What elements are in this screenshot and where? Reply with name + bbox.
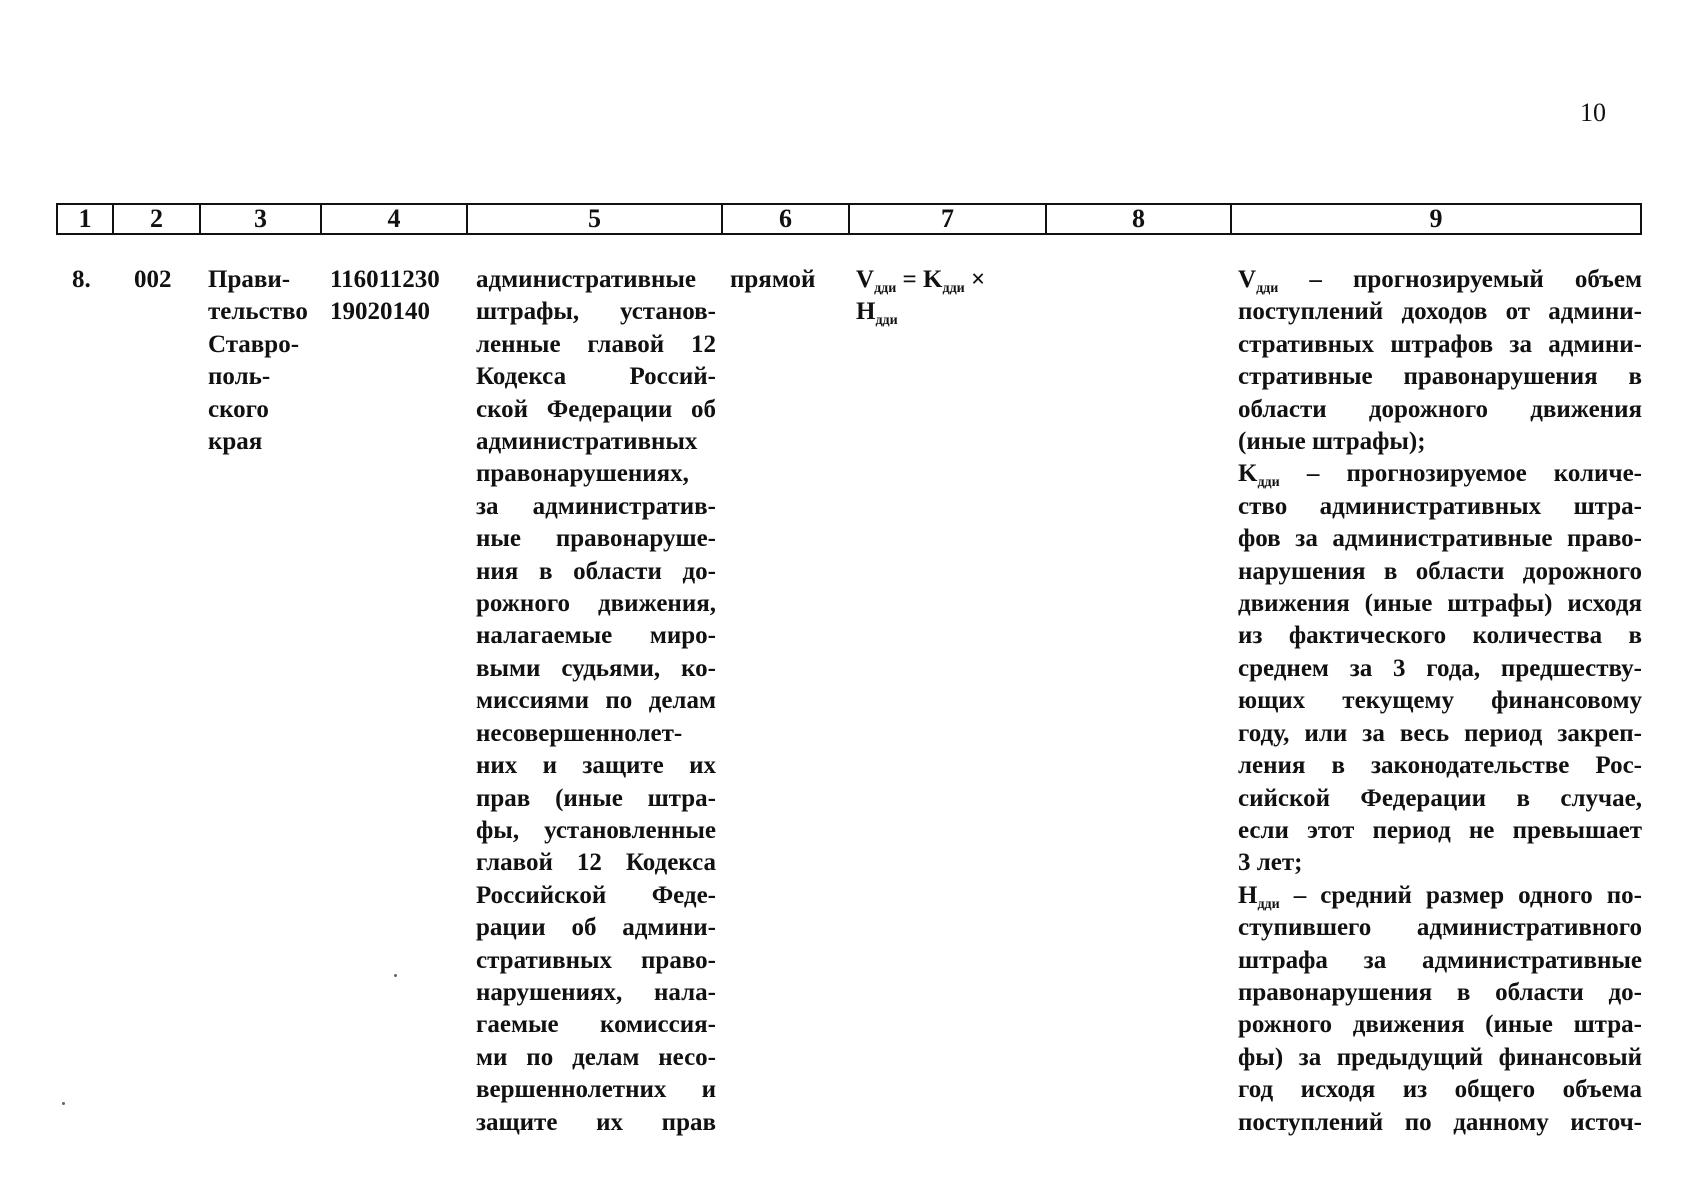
- description-line: миссиями по делам: [476, 687, 716, 715]
- description-line: рации об админи-: [476, 914, 716, 942]
- budget-classification-code: [330, 264, 480, 329]
- kbk-line: 19020140: [330, 298, 430, 326]
- description-line: них и защите их: [476, 752, 716, 780]
- admin-line: Прави-: [208, 266, 291, 293]
- formula-n: $Н_{дди}$: [856, 298, 898, 329]
- admin-line: края: [208, 428, 263, 456]
- description-line: Российской Феде-: [476, 881, 716, 909]
- formula-v: $V_{дди}$: [856, 266, 897, 296]
- description-line: за административ-: [476, 492, 716, 520]
- description-line: ской Федерации об: [476, 395, 716, 423]
- description-line: правонарушениях,: [476, 460, 689, 488]
- column-header-7: 7: [850, 205, 1047, 233]
- column-header-1: 1: [58, 205, 114, 233]
- formula-times: ×: [964, 266, 986, 293]
- explanation-line: ления в законодательстве Рос-: [1238, 752, 1642, 780]
- description-line: защите их прав: [476, 1108, 716, 1136]
- explanation-line: ющих текущему финансовому: [1238, 687, 1642, 715]
- kbk-line: 116011230: [330, 266, 440, 293]
- explanation-line: ступившего административного: [1238, 914, 1642, 942]
- explanation-k-first: $K_{дди}$ – прогнозируемое количе-: [1238, 460, 1642, 491]
- row-number: 8.: [72, 266, 91, 293]
- column-header-3: 3: [201, 205, 322, 233]
- forecast-method: прямой: [730, 266, 816, 293]
- explanation-line: стративные правонарушения в: [1238, 363, 1642, 391]
- description-line: фы, установленные: [476, 816, 716, 844]
- administrator-name: [208, 264, 320, 458]
- explanation-line: ство административных штра-: [1238, 492, 1642, 520]
- scan-speck: [394, 974, 397, 977]
- formula-line: [856, 296, 1046, 328]
- explanation-line: если этот период не превышает: [1238, 816, 1642, 844]
- description-line: Кодекса Россий-: [476, 363, 716, 391]
- column-number-header: [56, 203, 1642, 235]
- description-line: нарушениях, нала-: [476, 978, 716, 1006]
- column-header-9: 9: [1429, 204, 1443, 233]
- explanation-line: штрафа за административные: [1238, 946, 1642, 974]
- formula-line: [856, 264, 1046, 296]
- column-header-2: 2: [114, 205, 201, 233]
- page-number: 10: [1580, 98, 1606, 127]
- description-line: ми по делам несо-: [476, 1043, 716, 1071]
- admin-line: тельство: [208, 298, 308, 326]
- explanation-line: фы) за предыдущий финансовый: [1238, 1043, 1642, 1071]
- column-header-6: 6: [723, 205, 850, 233]
- description-line: главой 12 Кодекса: [476, 849, 716, 877]
- admin-line: поль-: [208, 363, 271, 391]
- explanation-v-first: $V_{дди}$ – прогнозируемый объем: [1238, 266, 1642, 296]
- description-line: несовершеннолет-: [476, 719, 683, 747]
- admin-line: ского: [208, 395, 269, 423]
- description-line: гаемые комиссия-: [476, 1011, 716, 1039]
- explanation-line: год исходя из общего объема: [1238, 1076, 1642, 1104]
- formula-k: $K_{дди}$: [923, 266, 965, 296]
- admin-line: Ставро-: [208, 330, 300, 358]
- explanation-line: (иные штрафы);: [1238, 428, 1426, 456]
- explanation-line: поступлений по данному источ-: [1238, 1108, 1642, 1136]
- explanation-line: области дорожного движения: [1238, 395, 1642, 423]
- description-line: рожного движения,: [476, 590, 716, 618]
- explanation-line: рожного движения (иные штра-: [1238, 1011, 1642, 1039]
- explanation-line: среднем за 3 года, предшеству-: [1238, 654, 1642, 682]
- explanation-line: нарушения в области дорожного: [1238, 557, 1642, 585]
- description-line: стративных право-: [476, 946, 716, 974]
- explanation-line: правонарушения в области до-: [1238, 978, 1642, 1006]
- explanation-line: движения (иные штрафы) исходя: [1238, 590, 1642, 618]
- description-line: административные: [476, 266, 697, 293]
- formula-explanation: [1238, 264, 1642, 1139]
- explanation-line: году, или за весь период закреп-: [1238, 719, 1642, 747]
- description-line: ния в области до-: [476, 557, 716, 585]
- column-header-4: 4: [322, 205, 468, 233]
- description-line: административных: [476, 428, 698, 456]
- description-line: прав (иные штра-: [476, 784, 716, 812]
- formula-equals: =: [896, 266, 924, 293]
- description-line: ленные главой 12: [476, 330, 716, 358]
- explanation-line: из фактического количества в: [1238, 622, 1642, 650]
- description-line: налагаемые миро-: [476, 622, 716, 650]
- explanation-line: поступлений доходов от админи-: [1238, 298, 1642, 326]
- chapter-code: 002: [134, 266, 172, 293]
- calculation-formula: [856, 264, 1046, 329]
- description-line: штрафы, установ-: [476, 298, 716, 326]
- description-line: выми судьями, ко-: [476, 654, 716, 682]
- explanation-line: 3 лет;: [1238, 849, 1303, 877]
- revenue-description: [476, 264, 716, 1139]
- column-header-8: 8: [1047, 205, 1232, 233]
- explanation-line: сийской Федерации в случае,: [1238, 784, 1642, 812]
- description-line: ные правонаруше-: [476, 525, 716, 553]
- column-header-5: 5: [468, 205, 723, 233]
- explanation-line: фов за административные право-: [1238, 525, 1642, 553]
- explanation-n-first: $Н_{дди}$ – средний размер одного по-: [1238, 881, 1642, 912]
- description-line: вершеннолетних и: [476, 1076, 716, 1104]
- scan-speck: [62, 1102, 65, 1105]
- explanation-line: стративных штрафов за админи-: [1238, 330, 1642, 358]
